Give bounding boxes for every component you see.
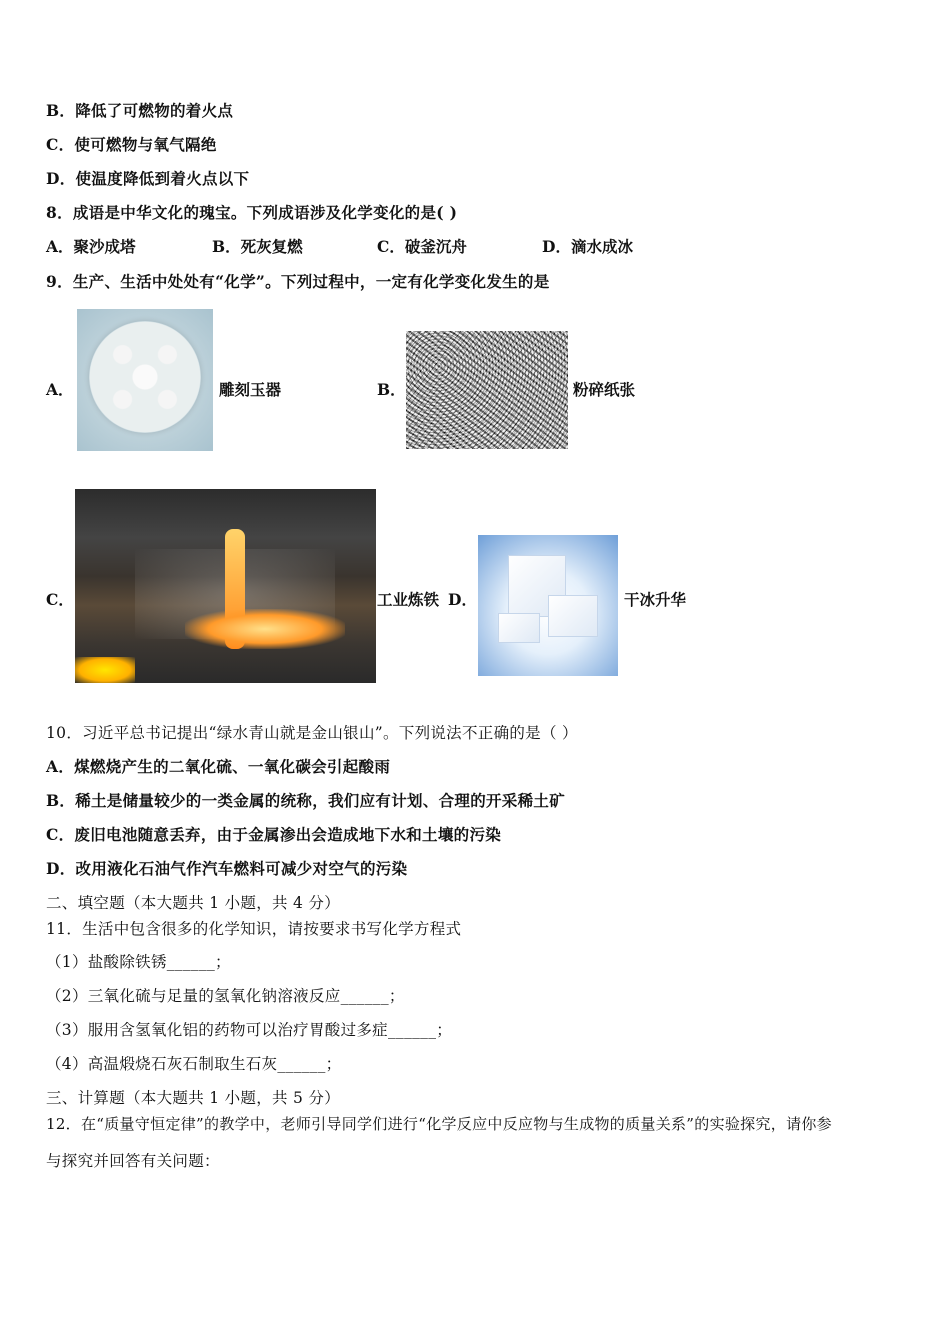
q9-option-d-letter: D． [448, 590, 477, 609]
question-12-line-2: 与探究并回答有关问题： [46, 1152, 220, 1170]
q8-option-b: B．死灰复燃 [212, 237, 303, 256]
section-2-heading: 二、填空题（本大题共 1 小题，共 4 分） [46, 894, 341, 912]
q10-option-a: A．煤燃烧产生的二氧化硫、一氧化碳会引起酸雨 [46, 757, 391, 776]
q9-option-c-caption: 工业炼铁 [377, 590, 440, 609]
question-8: 8．成语是中华文化的瑰宝。下列成语涉及化学变化的是( ) [46, 203, 458, 222]
q7-option-b: B．降低了可燃物的着火点 [46, 101, 234, 120]
q9-option-c-letter: C． [46, 590, 74, 609]
molten-iron-pool [185, 609, 345, 649]
jade-carving-image [77, 309, 213, 451]
q7-option-c: C．使可燃物与氧气隔绝 [46, 135, 217, 154]
jade-disc-shape [89, 321, 201, 433]
q9-option-a-letter: A． [46, 380, 74, 399]
q11-part-4: （4）高温煅烧石灰石制取生石灰______； [46, 1055, 342, 1073]
q9-option-b-caption: 粉碎纸张 [573, 380, 636, 399]
iron-smelting-image [75, 489, 376, 683]
ice-block [498, 613, 540, 643]
q8-option-a: A．聚沙成塔 [46, 237, 136, 256]
question-10: 10．习近平总书记提出“绿水青山就是金山银山”。下列说法不正确的是（ ） [46, 724, 578, 742]
question-9: 9．生产、生活中处处有“化学”。下列过程中，一定有化学变化发生的是 [46, 272, 550, 291]
q11-part-1: （1）盐酸除铁锈______； [46, 953, 231, 971]
q10-option-d: D．改用液化石油气作汽车燃料可减少对空气的污染 [46, 859, 408, 878]
question-12-line-1: 12．在“质量守恒定律”的教学中，老师引导同学们进行“化学反应中反应物与生成物的质量关系”的实验探究，请你参 [46, 1115, 832, 1133]
q7-option-d: D．使温度降低到着火点以下 [46, 169, 250, 188]
q10-option-c: C．废旧电池随意丢弃，由于金属渗出会造成地下水和土壤的污染 [46, 825, 502, 844]
q9-option-a-caption: 雕刻玉器 [219, 380, 282, 399]
q10-option-b: B．稀土是储量较少的一类金属的统称，我们应有计划、合理的开采稀土矿 [46, 791, 566, 810]
q9-option-d-caption: 干冰升华 [624, 590, 687, 609]
section-3-heading: 三、计算题（本大题共 1 小题，共 5 分） [46, 1089, 341, 1107]
dry-ice-image [478, 535, 618, 676]
ice-block [548, 595, 598, 637]
q9-option-b-letter: B． [377, 380, 406, 399]
question-11: 11．生活中包含很多的化学知识，请按要求书写化学方程式 [46, 920, 462, 938]
q8-option-c: C．破釜沉舟 [377, 237, 467, 256]
molten-iron-glow [75, 657, 135, 683]
q11-part-2: （2）三氧化硫与足量的氢氧化钠溶液反应______； [46, 987, 405, 1005]
q8-option-d: D．滴水成冰 [542, 237, 633, 256]
q11-part-3: （3）服用含氢氧化铝的药物可以治疗胃酸过多症______； [46, 1021, 453, 1039]
shredded-paper-image [406, 331, 568, 449]
